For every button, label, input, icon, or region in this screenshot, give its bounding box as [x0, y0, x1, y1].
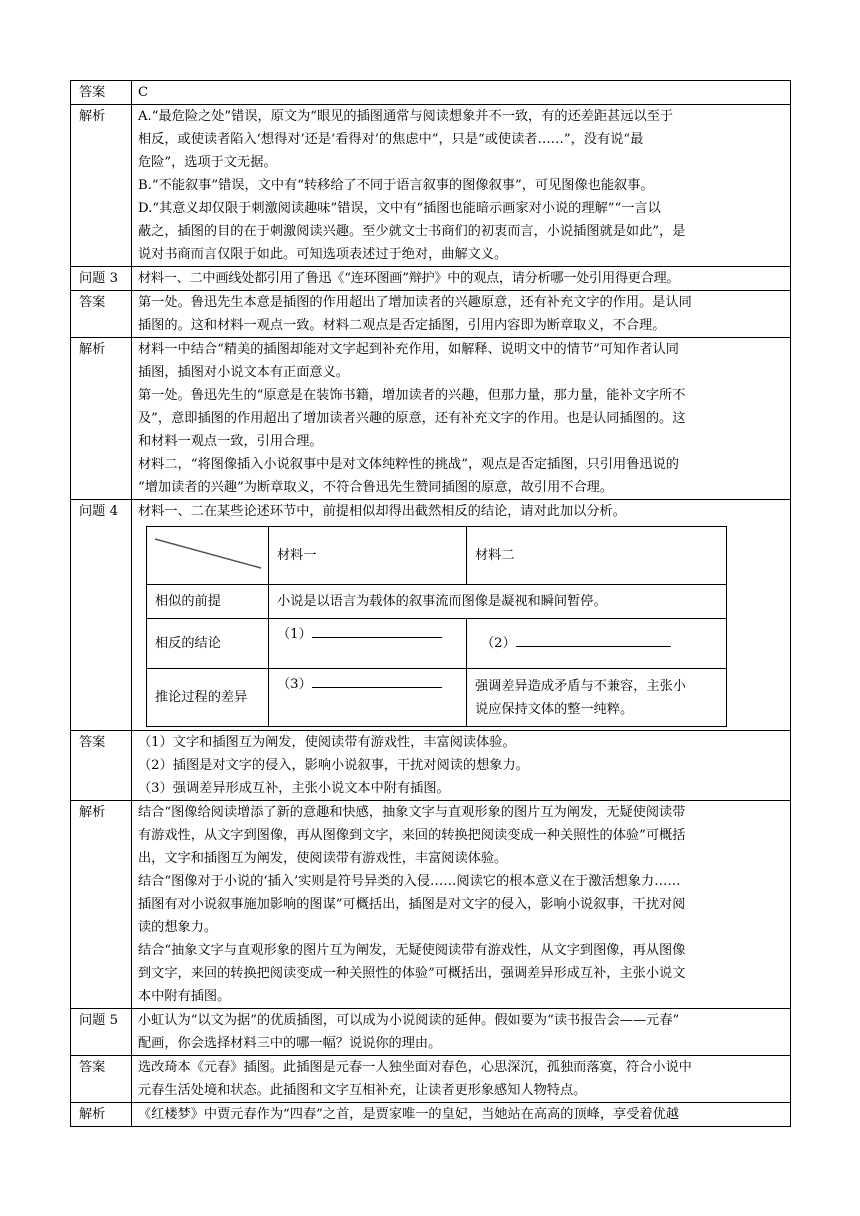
row-content	[132, 267, 791, 291]
text-line: 插图，插图对小说文本有正面意义。	[138, 365, 349, 380]
row-label: 问题 3	[71, 267, 132, 291]
text-line: 结合“抽象文字与直观形象的图片互为阐发，无疑使阅读带有游戏性，从文字到图像，再从图像	[138, 943, 686, 958]
text-line: 危险”，选项于文无据。	[138, 155, 277, 170]
premise-value: 小说是以语言为载体的叙事流而图像是凝视和瞬间暂停。	[269, 585, 727, 619]
text-line: 材料一、二中画线处都引用了鲁迅《“连环图画”辩护》中的观点，请分析哪一处引用得更合理。	[138, 271, 680, 286]
text-line: 结合“图像给阅读增添了新的意趣和快感，抽象文字与直观形象的图片互为阐发，无疑使阅读带	[138, 805, 686, 820]
row-label: 解析	[71, 1103, 132, 1127]
row-question-5	[71, 1009, 791, 1056]
conclusion-row	[147, 619, 727, 669]
row-analysis-4	[71, 801, 791, 1009]
blank-2-label: （2）	[481, 636, 516, 651]
row-label: 问题 5	[71, 1009, 132, 1056]
comparison-header-row	[147, 527, 727, 585]
text-line: 选改琦本《元春》插图。此插图是元春一人独坐面对春色，心思深沉，孤独而落寞，符合小说中	[138, 1060, 692, 1075]
row-content	[132, 500, 791, 731]
row-content	[132, 105, 791, 267]
row-content	[132, 338, 791, 500]
text-line: 强调差异造成矛盾与不兼容，主张小	[475, 678, 686, 694]
row-content	[132, 1009, 791, 1056]
row-label: 解析	[71, 338, 132, 500]
row-label: 答案	[71, 731, 132, 801]
row-content	[132, 801, 791, 1009]
text-line: 插图有对小说叙事施加影响的图谋”可概括出，插图是对文字的侵入，影响小说叙事，干扰对阅	[138, 897, 686, 912]
row-question-4	[71, 500, 791, 731]
text-line: “增加读者的兴趣”为断章取义，不符合鲁迅先生赞同插图的原意，故引用不合理。	[138, 480, 614, 495]
row-content	[132, 291, 791, 338]
row-answer-4	[71, 731, 791, 801]
row-analysis-3	[71, 338, 791, 500]
row-label: 答案	[71, 81, 132, 105]
reasoning-label: 推论过程的差异	[147, 669, 269, 727]
text-line: A.“最危险之处”错误，原文为“眼见的插图通常与阅读想象并不一致，有的还差距甚远以至于	[138, 109, 674, 124]
text-line: （2）插图是对文字的侵入，影响小说叙事，干扰对阅读的想象力。	[138, 758, 529, 773]
text-line: 说应保持文体的整一纯粹。	[475, 701, 634, 717]
text-line: 结合“图像对于小说的‘插入’实则是符号异类的入侵……阅读它的根本意义在于激活想象力……	[138, 874, 681, 889]
text-line: 读的想象力。	[138, 920, 218, 935]
diagonal-header-cell	[147, 527, 269, 585]
row-content	[132, 1103, 791, 1127]
blank-3[interactable]	[312, 675, 442, 688]
text-line: 第一处。鲁迅先生本意是插图的作用超出了增加读者的兴趣原意，还有补充文字的作用。是认同	[138, 295, 692, 310]
text-line: 材料一、二在某些论述环节中，前提相似却得出截然相反的结论，请对此加以分析。	[138, 504, 626, 519]
text-line: 《红楼梦》中贾元春作为“四春”之首，是贾家唯一的皇妃，当她站在高高的顶峰，享受着优越	[138, 1107, 679, 1122]
text-line: 第一处。鲁迅先生的“原意是在装饰书籍，增加读者的兴趣，但那力量，那力量，能补文字所不	[138, 388, 686, 403]
row-label: 解析	[71, 105, 132, 267]
text-line: 材料二，“将图像插入小说叙事中是对文体纯粹性的挑战”，观点是否定插图，只引用鲁迅说的	[138, 457, 679, 472]
text-line: 蔽之，插图的目的在于刺激阅读兴趣。至少就文士书商们的初衷而言，小说插图就是如此”，是	[138, 224, 686, 239]
row-answer-1	[71, 81, 791, 105]
row-label: 答案	[71, 291, 132, 338]
row-answer-5	[71, 1056, 791, 1103]
text-line: 出，文字和插图互为阐发，使阅读带有游戏性，丰富阅读体验。	[138, 851, 508, 866]
conclusion-cell-1	[269, 619, 467, 669]
text-line: D.“其意义却仅限于刺激阅读趣味”错误，文中有“插图也能暗示画家对小说的理解”“一言以	[138, 201, 661, 216]
text-line: 插图的。这和材料一观点一致。材料二观点是否定插图，引用内容即为断章取义，不合理。	[138, 318, 666, 333]
blank-1-label: （1）	[277, 627, 312, 642]
document-page	[70, 80, 791, 1127]
blank-1[interactable]	[312, 625, 442, 638]
conclusion-label: 相反的结论	[147, 619, 269, 669]
row-label: 解析	[71, 801, 132, 1009]
premise-label: 相似的前提	[147, 585, 269, 619]
text-line: 材料一中结合“精美的插图却能对文字起到补充作用，如解释、说明文中的情节”可知作者认同	[138, 342, 679, 357]
row-content	[132, 81, 791, 105]
text-line: （3）强调差异形成互补，主张小说文本中附有插图。	[138, 781, 450, 796]
row-label: 答案	[71, 1056, 132, 1103]
header-material-2: 材料二	[467, 527, 727, 585]
blank-2[interactable]	[516, 634, 671, 647]
text-line: 说对书商而言仅限于如此。可知选项表述过于绝对，曲解文义。	[138, 247, 508, 262]
header-material-1: 材料一	[269, 527, 467, 585]
text-line: 配画，你会选择材料三中的哪一幅？说说你的理由。	[138, 1036, 442, 1051]
qa-table	[70, 80, 791, 1127]
diagonal-line	[147, 527, 269, 584]
text-line: （1）文字和插图互为阐发，使阅读带有游戏性，丰富阅读体验。	[138, 735, 516, 750]
blank-3-label: （3）	[277, 677, 312, 692]
reasoning-row	[147, 669, 727, 727]
text-line: 小虹认为“以文为据”的优质插图，可以成为小说阅读的延伸。假如要为“读书报告会——元春”	[138, 1013, 680, 1028]
text-line: 到文字，来回的转换把阅读变成一种关照性的体验”可概括出，强调差异形成互补，主张小说文	[138, 966, 686, 981]
row-question-3	[71, 267, 791, 291]
text-line: 相反，或使读者陷入‘想得对’还是‘看得对’的焦虑中”，只是“或使读者……”，没有说“最	[138, 132, 644, 147]
reasoning-cell-1	[269, 669, 467, 727]
row-content	[132, 731, 791, 801]
text-line: 有游戏性，从文字到图像，再从图像到文字，来回的转换把阅读变成一种关照性的体验”可概括	[138, 828, 686, 843]
row-answer-3	[71, 291, 791, 338]
text-line: 和材料一观点一致，引用合理。	[138, 434, 323, 449]
text-line: 元春生活处境和状态。此插图和文字互相补充，让读者更形象感知人物特点。	[138, 1083, 587, 1098]
text-line: 及”，意即插图的作用超出了增加读者兴趣的原意，还有补充文字的作用。也是认同插图的。这	[138, 411, 686, 426]
comparison-table	[146, 526, 727, 727]
text-line: C	[138, 85, 149, 100]
conclusion-cell-2	[467, 619, 727, 669]
premise-row	[147, 585, 727, 619]
text-line: 本中附有插图。	[138, 989, 231, 1004]
row-label: 问题 4	[71, 500, 132, 731]
row-analysis-1	[71, 105, 791, 267]
text-line: B.“不能叙事”错误，文中有“转移给了不同于语言叙事的图像叙事”，可见图像也能叙事。	[138, 178, 654, 193]
row-analysis-5	[71, 1103, 791, 1127]
row-content	[132, 1056, 791, 1103]
reasoning-cell-2	[467, 669, 727, 727]
